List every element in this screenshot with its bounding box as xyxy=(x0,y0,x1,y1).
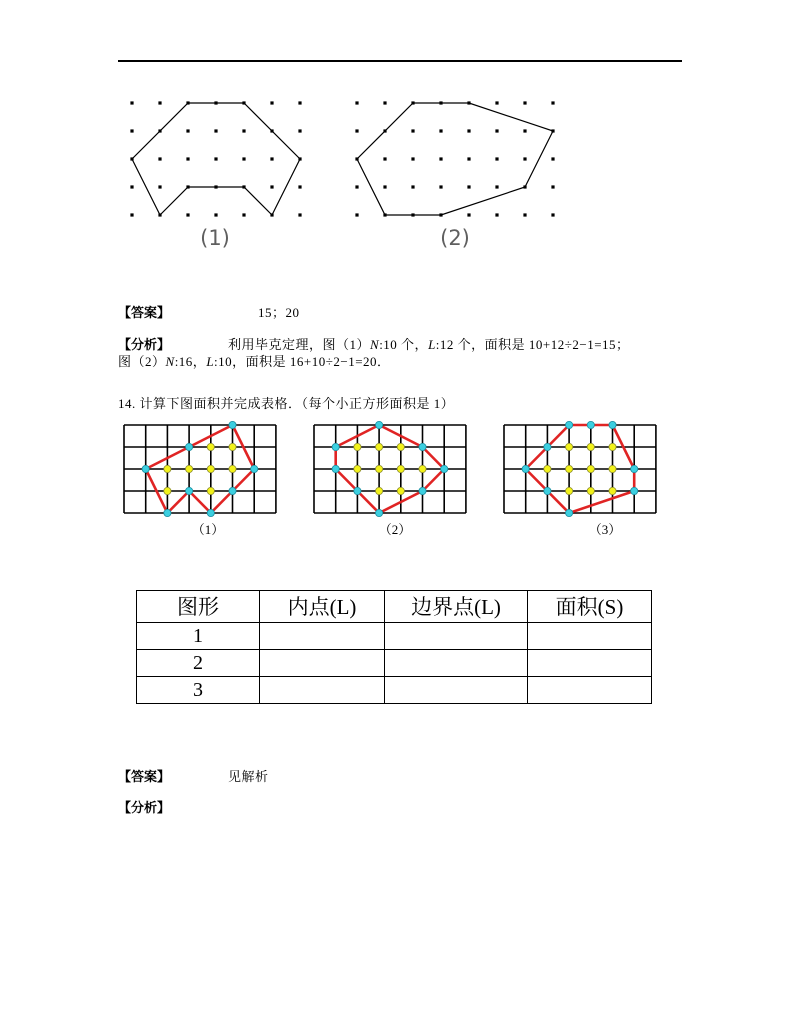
lattice-figure-label: (1) xyxy=(200,226,230,250)
table-row xyxy=(137,650,652,677)
lattice-dot xyxy=(158,185,161,188)
interior-point xyxy=(566,443,573,450)
boundary-point xyxy=(544,487,551,494)
analysis-line-1 xyxy=(228,336,630,354)
lattice-dot xyxy=(523,185,526,188)
lattice-dot xyxy=(214,157,217,160)
lattice-dot xyxy=(214,213,217,216)
table-header-area: 面积(S) xyxy=(528,591,652,623)
lattice-dot xyxy=(130,185,133,188)
lattice-dot xyxy=(383,157,386,160)
interior-point xyxy=(609,465,616,472)
table-cell-empty xyxy=(260,650,385,677)
analysis-text: :10 个， xyxy=(379,337,429,352)
boundary-point xyxy=(376,509,383,516)
lattice-figure-2 xyxy=(345,95,565,225)
analysis-label: 【分析】 xyxy=(118,337,171,352)
analysis-text: :12 个，面积是 10+12÷2−1=15； xyxy=(435,337,630,352)
boundary-point xyxy=(354,487,361,494)
interior-point xyxy=(186,465,193,472)
math-variable-n: N xyxy=(370,337,380,352)
lattice-dot xyxy=(551,213,554,216)
interior-point xyxy=(397,443,404,450)
table-cell-empty xyxy=(528,650,652,677)
lattice-dot xyxy=(551,101,554,104)
lattice-dot xyxy=(467,129,470,132)
table-cell-empty xyxy=(528,677,652,704)
interior-point xyxy=(376,465,383,472)
interior-point xyxy=(229,465,236,472)
lattice-dot xyxy=(186,185,189,188)
lattice-dot xyxy=(495,101,498,104)
grid-figure-1 xyxy=(116,417,286,521)
interior-point xyxy=(376,443,383,450)
analysis-text: 图（2） xyxy=(118,354,166,369)
boundary-point xyxy=(544,443,551,450)
grid-figure-label: （3） xyxy=(588,522,622,537)
lattice-dot xyxy=(158,129,161,132)
answer-text: 见解析 xyxy=(228,769,269,784)
boundary-point xyxy=(229,487,236,494)
boundary-point xyxy=(566,509,573,516)
lattice-dot xyxy=(355,129,358,132)
boundary-point xyxy=(587,421,594,428)
interior-point xyxy=(376,487,383,494)
boundary-point xyxy=(229,421,236,428)
lattice-dot xyxy=(523,129,526,132)
interior-point xyxy=(566,487,573,494)
lattice-figure-label: (2) xyxy=(440,226,470,250)
lattice-dot xyxy=(186,129,189,132)
lattice-dot xyxy=(495,185,498,188)
table-header-boundary-points: 边界点(L) xyxy=(385,591,528,623)
lattice-dot xyxy=(411,213,414,216)
lattice-dot xyxy=(467,185,470,188)
boundary-point xyxy=(251,465,258,472)
lattice-dot xyxy=(411,129,414,132)
table-row xyxy=(137,677,652,704)
boundary-point xyxy=(419,487,426,494)
lattice-dot xyxy=(439,185,442,188)
grid-figure-label: （2） xyxy=(378,522,412,537)
lattice-dot xyxy=(411,157,414,160)
lattice-dot xyxy=(270,157,273,160)
answer-text: 15；20 xyxy=(258,305,300,320)
lattice-dot xyxy=(439,213,442,216)
table-cell-empty xyxy=(528,623,652,650)
lattice-dot xyxy=(495,213,498,216)
interior-point xyxy=(354,443,361,450)
table-cell-empty xyxy=(385,677,528,704)
table-header-interior-points: 内点(L) xyxy=(260,591,385,623)
interior-point xyxy=(207,443,214,450)
table-row xyxy=(137,623,652,650)
lattice-dot xyxy=(551,185,554,188)
lattice-dot xyxy=(355,213,358,216)
lattice-dot xyxy=(186,213,189,216)
lattice-dot xyxy=(214,129,217,132)
lattice-dot xyxy=(383,213,386,216)
lattice-dot xyxy=(298,157,301,160)
lattice-dot xyxy=(439,129,442,132)
boundary-point xyxy=(207,509,214,516)
table-cell-empty xyxy=(385,650,528,677)
lattice-dot xyxy=(130,129,133,132)
lattice-dot xyxy=(411,101,414,104)
lattice-dot xyxy=(270,213,273,216)
interior-point xyxy=(164,465,171,472)
grid-figure-2 xyxy=(306,417,476,521)
boundary-point xyxy=(142,465,149,472)
lattice-dot xyxy=(242,157,245,160)
boundary-point xyxy=(522,465,529,472)
interior-point xyxy=(609,487,616,494)
lattice-dot xyxy=(551,129,554,132)
analysis-line-2 xyxy=(118,353,391,371)
lattice-dot xyxy=(130,101,133,104)
lattice-dot xyxy=(214,185,217,188)
interior-point xyxy=(419,465,426,472)
lattice-dot xyxy=(467,213,470,216)
boundary-point xyxy=(376,421,383,428)
lattice-dot xyxy=(130,157,133,160)
table-cell-empty xyxy=(260,677,385,704)
lattice-dot xyxy=(298,213,301,216)
boundary-point xyxy=(332,465,339,472)
analysis-label: 【分析】 xyxy=(118,800,171,815)
math-variable-l: L xyxy=(428,337,436,352)
lattice-dot xyxy=(383,185,386,188)
lattice-dot xyxy=(467,157,470,160)
lattice-dot xyxy=(495,129,498,132)
boundary-point xyxy=(164,509,171,516)
lattice-dot xyxy=(551,157,554,160)
lattice-dot xyxy=(495,157,498,160)
analysis-text: :16， xyxy=(174,354,207,369)
lattice-dot xyxy=(242,185,245,188)
interior-point xyxy=(566,465,573,472)
boundary-point xyxy=(631,487,638,494)
interior-point xyxy=(397,487,404,494)
lattice-dot xyxy=(355,101,358,104)
lattice-dot xyxy=(242,213,245,216)
grid-figure-3 xyxy=(496,417,666,521)
lattice-dot xyxy=(214,101,217,104)
lattice-dot xyxy=(467,101,470,104)
answer-label: 【答案】 xyxy=(118,305,171,320)
lattice-dot xyxy=(158,157,161,160)
lattice-dot xyxy=(186,157,189,160)
interior-point xyxy=(354,465,361,472)
grid-figure-label: （1） xyxy=(191,522,225,537)
lattice-dot xyxy=(158,101,161,104)
lattice-dot xyxy=(355,185,358,188)
interior-point xyxy=(229,443,236,450)
interior-point xyxy=(164,487,171,494)
boundary-point xyxy=(566,421,573,428)
interior-point xyxy=(587,487,594,494)
table-cell-empty xyxy=(385,623,528,650)
math-variable-l: L xyxy=(206,354,215,369)
lattice-dot xyxy=(411,185,414,188)
boundary-point xyxy=(631,465,638,472)
lattice-dot xyxy=(523,101,526,104)
lattice-dot xyxy=(242,101,245,104)
analysis-text: :10，面积是 16+10÷2−1=20． xyxy=(214,354,391,369)
lattice-dot xyxy=(130,213,133,216)
lattice-dot xyxy=(270,129,273,132)
table-header-row xyxy=(137,591,652,623)
lattice-figure-1 xyxy=(120,95,310,225)
problem-prompt: 14. 计算下图面积并完成表格．（每个小正方形面积是 1） xyxy=(118,396,455,411)
lattice-dot xyxy=(523,213,526,216)
lattice-dot xyxy=(298,129,301,132)
interior-point xyxy=(609,443,616,450)
table-cell-empty xyxy=(260,623,385,650)
lattice-dot xyxy=(383,129,386,132)
interior-point xyxy=(207,487,214,494)
lattice-dot xyxy=(270,101,273,104)
lattice-dot xyxy=(298,185,301,188)
lattice-dot xyxy=(355,157,358,160)
table-row-label: 1 xyxy=(137,623,260,650)
results-table xyxy=(136,590,652,704)
lattice-dot xyxy=(186,101,189,104)
boundary-point xyxy=(186,487,193,494)
lattice-dot xyxy=(242,129,245,132)
boundary-point xyxy=(419,443,426,450)
lattice-dot xyxy=(439,157,442,160)
lattice-dot xyxy=(439,101,442,104)
interior-point xyxy=(587,443,594,450)
lattice-dot xyxy=(298,101,301,104)
boundary-point xyxy=(441,465,448,472)
analysis-text: 利用毕克定理，图（1） xyxy=(228,337,371,352)
interior-point xyxy=(544,465,551,472)
lattice-dot xyxy=(270,185,273,188)
boundary-point xyxy=(186,443,193,450)
lattice-dot xyxy=(158,213,161,216)
header-rule xyxy=(118,60,682,62)
boundary-point xyxy=(332,443,339,450)
table-row-label: 3 xyxy=(137,677,260,704)
boundary-point xyxy=(609,421,616,428)
answer-label: 【答案】 xyxy=(118,769,171,784)
interior-point xyxy=(397,465,404,472)
interior-point xyxy=(587,465,594,472)
table-row-label: 2 xyxy=(137,650,260,677)
lattice-dot xyxy=(523,157,526,160)
lattice-dot xyxy=(383,101,386,104)
interior-point xyxy=(207,465,214,472)
table-header-figure: 图形 xyxy=(137,591,260,623)
math-variable-n: N xyxy=(165,354,175,369)
